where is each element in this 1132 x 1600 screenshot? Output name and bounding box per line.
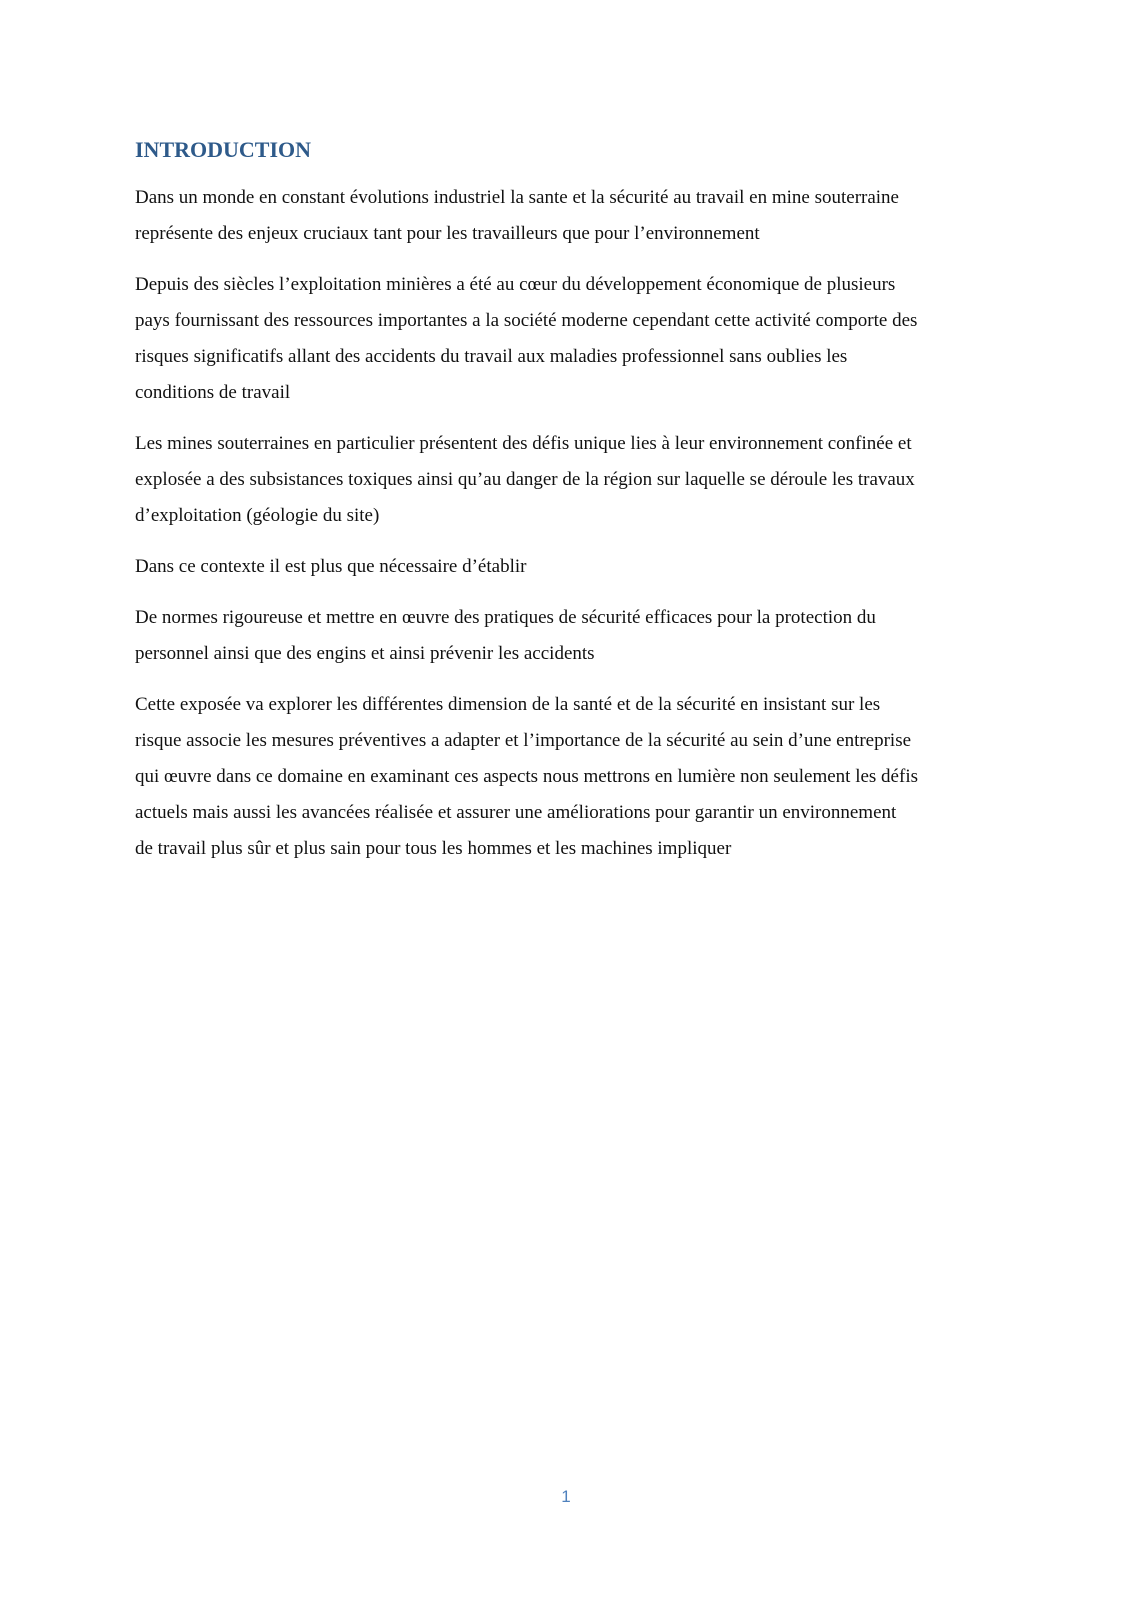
page-number: 1	[561, 1487, 571, 1506]
paragraph-5: De normes rigoureuse et mettre en œuvre des pratiques de sécurité efficaces pour la protection du personnel ainsi que des engins et ainsi prévenir les accidents	[135, 607, 876, 664]
paragraph-4: Dans ce contexte il est plus que nécessaire d’établir	[135, 556, 527, 577]
paragraph-6: Cette exposée va explorer les différentes dimension de la santé et de la sécurité en insistant sur les risque associe les mesures préventives a adapter et l’importance de la sécurité au sein d’une entreprise qui œuvre dans ce domaine en examinant ces aspects nous mettrons en lumière non seulement les défis actuels mais aussi les avancées réalisée et assurer une améliorations pour garantir un environnement de travail plus sûr et plus sain pour tous les hommes et les machines impliquer	[135, 694, 918, 859]
page-content	[135, 136, 1005, 882]
section-heading: INTRODUCTION	[135, 137, 312, 162]
paragraph-2: Depuis des siècles l’exploitation minières a été au cœur du développement économique de plusieurs pays fournissant des ressources importantes a la société moderne cependant cette activité comporte des risques significatifs allant des accidents du travail aux maladies professionnel sans oublies les conditions de travail	[135, 274, 918, 403]
paragraph-3: Les mines souterraines en particulier présentent des défis unique lies à leur environnement confinée et explosée a des subsistances toxiques ainsi qu’au danger de la région sur laquelle se déroule les travaux d’exploitation (géologie du site)	[135, 433, 915, 526]
paragraph-1: Dans un monde en constant évolutions industriel la sante et la sécurité au travail en mine souterraine représente des enjeux cruciaux tant pour les travailleurs que pour l’environnement	[135, 187, 899, 244]
